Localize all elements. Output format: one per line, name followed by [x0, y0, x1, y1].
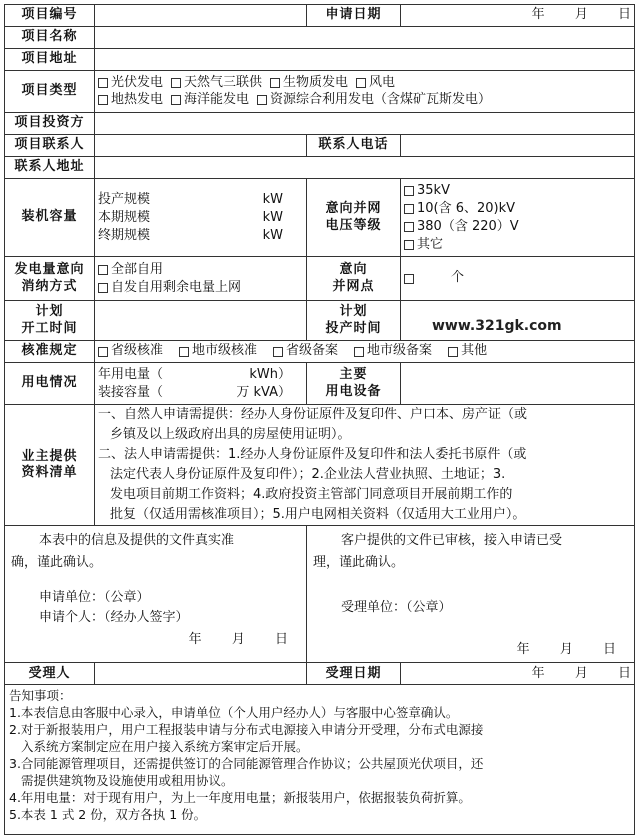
voltage-option: 35kV	[417, 182, 450, 198]
production-time-line1: 计划	[339, 304, 368, 320]
distributed-power-application-form	[4, 4, 635, 835]
project-no-label: 项目编号	[5, 5, 95, 27]
grid-points-field[interactable]	[401, 257, 635, 301]
receive-date-label: 受理日期	[307, 663, 401, 685]
contact-label: 项目联系人	[5, 135, 95, 157]
checkbox[interactable]	[273, 347, 283, 357]
apply-date-label: 申请日期	[307, 5, 401, 27]
checkbox[interactable]	[98, 95, 108, 105]
capacity-row-label: 投产规模	[98, 191, 151, 207]
checkbox[interactable]	[270, 78, 280, 88]
capacity-label: 装机容量	[5, 179, 95, 257]
start-time-line2: 开工时间	[21, 320, 78, 336]
materials-list	[95, 405, 635, 526]
main-equipment-field[interactable]	[401, 363, 635, 405]
contact-address-label: 联系人地址	[5, 157, 95, 179]
voltage-label-line2: 电压等级	[325, 217, 382, 233]
option-pv: 光伏发电	[111, 75, 164, 91]
project-name-label: 项目名称	[5, 27, 95, 49]
materials-line: 一、自然人申请需提供：经办人身份证原件及复印件、户口本、房产证（或	[98, 407, 528, 422]
project-type-options	[95, 71, 635, 113]
approval-label: 核准规定	[5, 341, 95, 363]
materials-line: 法定代表人身份证原件及复印件）；2.企业法人营业执照、土地证；3.	[110, 467, 506, 482]
checkbox[interactable]	[98, 347, 108, 357]
year-mark: 年	[188, 632, 202, 647]
production-time-label	[307, 301, 401, 341]
consumption-options	[95, 257, 307, 301]
consumption-option: 自发自用剩余电量上网	[111, 279, 242, 295]
year-mark: 年	[531, 7, 545, 23]
grid-points-label	[307, 257, 401, 301]
notice-item: 4.年用电量：对于现有用户，为上一年度用电量；新报装用户，依据报装负荷折算。	[9, 790, 471, 806]
checkbox[interactable]	[98, 265, 108, 275]
installed-capacity-label: 装接容量（	[98, 384, 164, 400]
notice-item-cont: 入系统方案制定应在用户接入系统方案审定后开展。	[21, 739, 309, 755]
voltage-option: 10(含 6、20)kV	[417, 200, 516, 216]
grid-points-unit: 个	[451, 270, 465, 286]
usage-fields	[95, 363, 307, 405]
contact-field[interactable]	[95, 135, 307, 157]
approval-option: 其他	[461, 343, 488, 359]
voltage-options	[401, 179, 635, 257]
applicant-confirmation	[5, 526, 307, 663]
voltage-label	[307, 179, 401, 257]
applicant-unit-seal: 申请单位：（公章）	[39, 590, 150, 605]
applicant-confirm-line1: 本表中的信息及提供的文件真实准	[39, 533, 235, 548]
notice-item: 2.对于新报装用户，用户工程报装申请与分布式电源接入申请分开受理，分布式电源接	[9, 722, 484, 738]
capacity-fields	[95, 179, 307, 257]
applicant-confirm-line2: 确，谨此确认。	[11, 555, 103, 570]
option-ocean: 海洋能发电	[184, 91, 250, 107]
checkbox[interactable]	[404, 240, 414, 250]
materials-line: 发电项目前期工作资料；4.政府投资主管部门同意项目开展前期工作的	[110, 487, 513, 502]
day-mark: 日	[617, 7, 631, 23]
project-no-field[interactable]	[95, 5, 307, 27]
materials-line: 批复（仅适用需核准项目）；5.用户电网相关资料（仅适用大工业用户）。	[110, 507, 526, 522]
investor-field[interactable]	[95, 113, 635, 135]
notice-item: 3.合同能源管理项目，还需提供签订的合同能源管理合作协议；公共屋顶光伏项目，还	[9, 756, 484, 772]
grid-points-label-line1: 意向	[339, 262, 368, 278]
day-mark: 日	[602, 642, 616, 657]
notice-item-cont: 需提供建筑物及设施使用或租用协议。	[21, 773, 234, 789]
notice-item: 1.本表信息由客服中心录入，申请单位（个人用户经办人）与客服中心签章确认。	[9, 705, 459, 721]
checkbox[interactable]	[179, 347, 189, 357]
month-mark: 月	[574, 7, 588, 23]
notice-title: 告知事项：	[9, 688, 72, 704]
checkbox[interactable]	[171, 95, 181, 105]
checkbox[interactable]	[98, 78, 108, 88]
usage-label: 用电情况	[5, 363, 95, 405]
project-address-field[interactable]	[95, 49, 635, 71]
applicant-date[interactable]	[11, 632, 300, 648]
watermark-text: www.321gk.com	[432, 318, 562, 334]
year-mark: 年	[531, 665, 545, 681]
approval-option: 省级核准	[111, 343, 164, 359]
consumption-label	[5, 257, 95, 301]
capacity-unit: kW	[262, 191, 283, 207]
checkbox[interactable]	[356, 78, 366, 88]
capacity-unit: kW	[262, 227, 283, 243]
day-mark: 日	[617, 665, 631, 681]
month-mark: 月	[559, 642, 573, 657]
materials-line: 二、法人申请需提供：1.经办人身份证原件及复印件和法人委托书原件（或	[98, 447, 527, 462]
main-equipment-label	[307, 363, 401, 405]
month-mark: 月	[231, 632, 245, 647]
acceptor-confirm-line1: 客户提供的文件已审核，接入申请已受	[341, 533, 563, 548]
option-geothermal: 地热发电	[111, 91, 164, 107]
voltage-option: 380（含 220）V	[417, 218, 519, 234]
consumption-label-line1: 发电量意向	[14, 262, 85, 278]
production-time-line2: 投产时间	[325, 320, 382, 336]
approval-options	[95, 341, 635, 363]
capacity-unit: kW	[262, 209, 283, 225]
checkbox[interactable]	[171, 78, 181, 88]
contact-phone-field[interactable]	[401, 135, 635, 157]
option-wind: 风电	[369, 75, 396, 91]
checkbox[interactable]	[98, 283, 108, 293]
voltage-option: 其它	[417, 236, 444, 252]
materials-label-line1: 业主提供	[21, 448, 78, 464]
materials-label	[5, 405, 95, 526]
voltage-label-line1: 意向并网	[325, 201, 382, 217]
notice-item: 5.本表 1 式 2 份，双方各执 1 份。	[9, 807, 207, 823]
receiver-field[interactable]	[95, 663, 307, 685]
checkbox[interactable]	[404, 204, 414, 214]
consumption-label-line2: 消纳方式	[21, 278, 78, 294]
project-address-label: 项目地址	[5, 49, 95, 71]
apply-date-field[interactable]	[401, 5, 635, 27]
receiver-label: 受理人	[5, 663, 95, 685]
investor-label: 项目投资方	[5, 113, 95, 135]
start-time-line1: 计划	[35, 304, 64, 320]
day-mark: 日	[274, 632, 288, 647]
acceptor-confirmation	[307, 526, 635, 663]
approval-option: 省级备案	[286, 343, 339, 359]
option-resource-utilization: 资源综合利用发电（含煤矿瓦斯发电）	[270, 91, 492, 107]
option-biomass: 生物质发电	[283, 75, 349, 91]
checkbox[interactable]	[404, 274, 414, 284]
applicant-person-sign: 申请个人：（经办人签字）	[39, 610, 189, 625]
contact-address-field[interactable]	[95, 157, 635, 179]
annual-usage-label: 年用电量（	[98, 366, 164, 382]
consumption-option: 全部自用	[111, 261, 164, 277]
start-time-label	[5, 301, 95, 341]
materials-line: 乡镇及以上级政府出具的房屋使用证明）。	[110, 427, 351, 442]
month-mark: 月	[574, 665, 588, 681]
main-equipment-line2: 用电设备	[325, 383, 382, 399]
checkbox[interactable]	[448, 347, 458, 357]
project-name-field[interactable]	[95, 27, 635, 49]
approval-option: 地市级核准	[192, 343, 258, 359]
checkbox[interactable]	[354, 347, 364, 357]
checkbox[interactable]	[404, 222, 414, 232]
annual-usage-unit: kWh）	[249, 366, 291, 382]
project-type-label: 项目类型	[5, 71, 95, 113]
materials-label-line2: 资料清单	[21, 465, 78, 480]
notice-section	[5, 685, 635, 835]
option-gas-cchp: 天然气三联供	[184, 75, 263, 91]
grid-points-label-line2: 并网点	[332, 278, 375, 294]
approval-option: 地市级备案	[367, 343, 433, 359]
acceptor-confirm-line2: 理，谨此确认。	[313, 555, 405, 570]
acceptor-date[interactable]	[313, 642, 628, 658]
main-equipment-line1: 主要	[339, 367, 368, 383]
year-mark: 年	[516, 642, 530, 657]
acceptor-unit-seal: 受理单位：（公章）	[341, 600, 452, 615]
start-time-field[interactable]	[95, 301, 307, 341]
checkbox[interactable]	[257, 95, 267, 105]
receive-date-field[interactable]	[401, 663, 635, 685]
capacity-row-label: 终期规模	[98, 227, 151, 243]
contact-phone-label: 联系人电话	[307, 135, 401, 157]
checkbox[interactable]	[404, 186, 414, 196]
capacity-row-label: 本期规模	[98, 209, 151, 225]
installed-capacity-unit: 万 kVA）	[236, 384, 291, 400]
